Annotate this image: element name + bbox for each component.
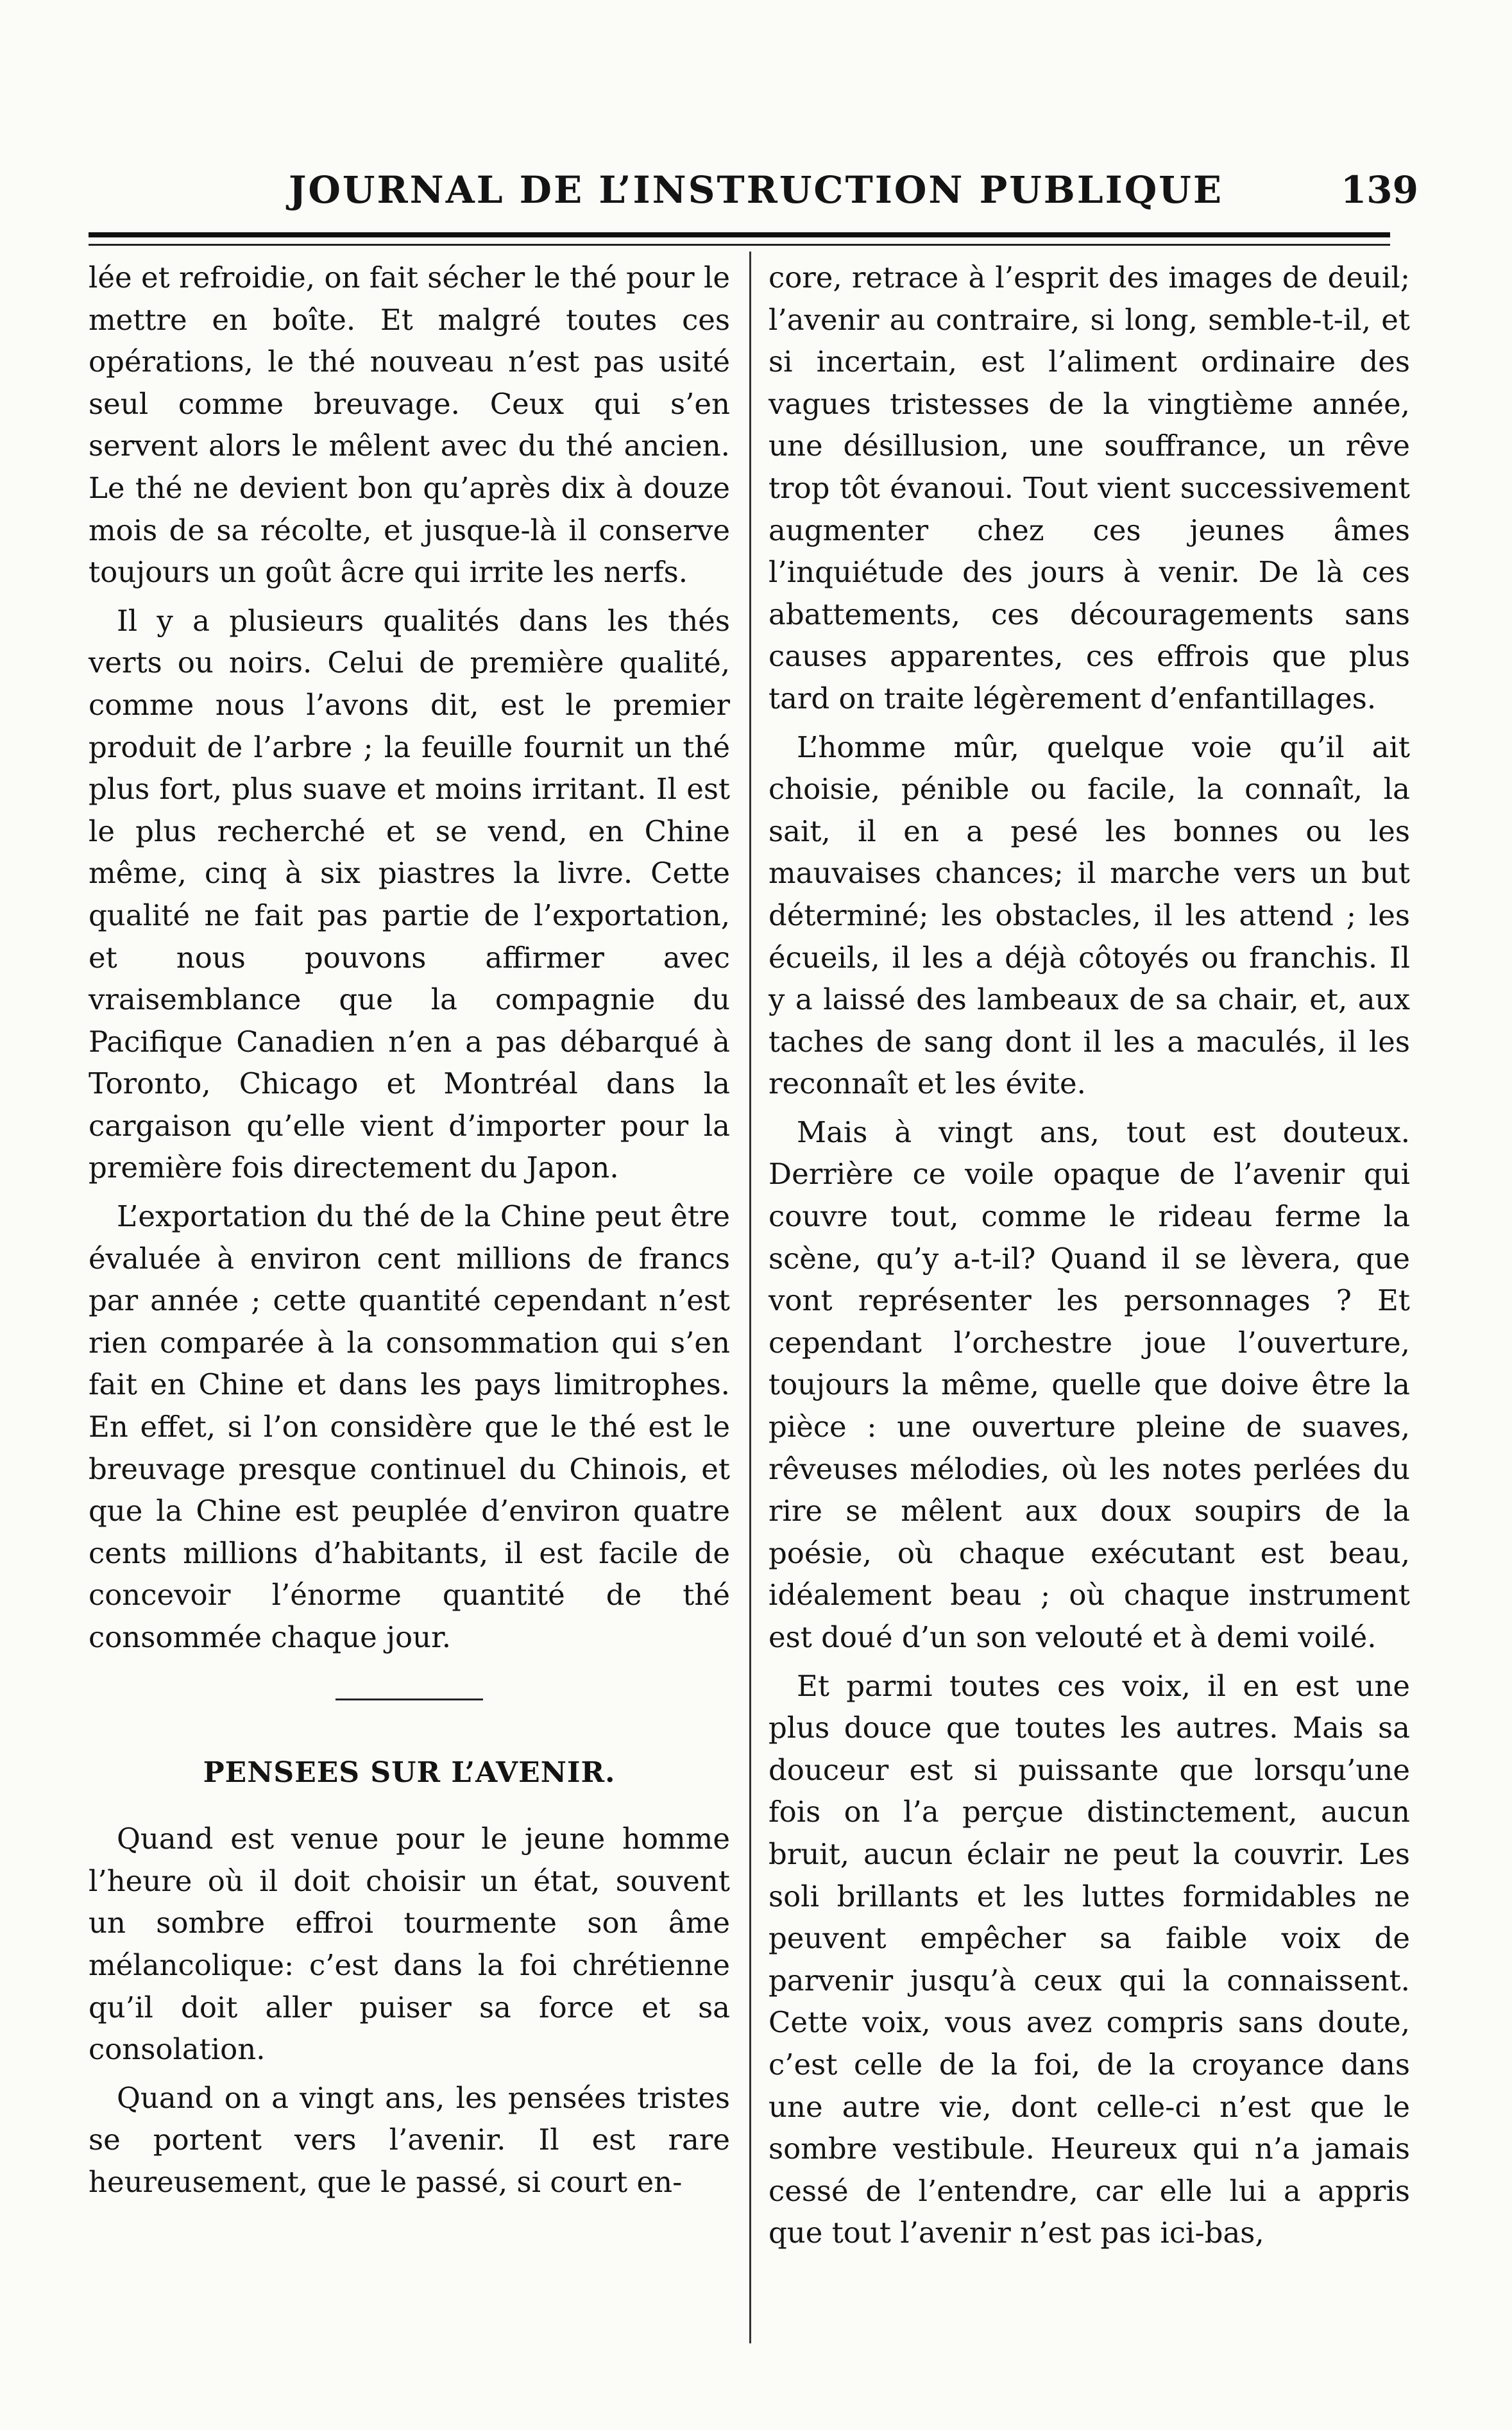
paragraph: Et parmi toutes ces voix, il en est une plus douce que toutes les autres. Mais sa douceur est si puissante que lorsqu’une fois on l’a perçue distinctement, aucun bruit, aucun éclair ne peut la couvrir. Les soli brillants et les luttes formidables ne peuvent empêcher sa faible voix de parvenir jusqu’à ceux qui la connaissent. Cette voix, vous avez compris sans doute, c’est celle de la foi, de la croyance dans une autre vie, dont celle-ci n’est que le sombre vestibule. Heureux qui n’a jamais cessé de l’entendre, car elle lui a appris que tout l’avenir n’est pas ici-bas, xyxy=(769,1668,1410,2250)
header-rule-thick xyxy=(89,232,1390,237)
paragraph: Il y a plusieurs qualités dans les thés verts ou noirs. Celui de première qualité, comme nous l’avons dit, est le premier produit de l’arbre ; la feuille fournit un thé plus fort, plus suave et moins irritant. Il est le plus recherché et se vend, en Chine même, cinq à six piastres la livre. Cette qualité ne fait pas partie de l’exportation, et nous pouvons affirmer avec vraisemblance que la compagnie du Pacifique Canadien n’en a pas débarqué à Toronto, Chicago et Montréal dans la cargaison qu’elle vient d’importer pour la première fois directement du Japon. xyxy=(89,603,730,1185)
paragraph: core, retrace à l’esprit des images de deuil; l’avenir au contraire, si long, semble-t-il, et si incertain, est l’aliment ordinaire des vagues tristesses de la vingtième année, une désillusion, une souffrance, un rêve trop tôt évanoui. Tout vient successivement augmenter chez ces jeunes âmes l’inquiétude des jours à venir. De là ces abattements, ces découragements sans causes apparentes, ces effrois que plus tard on traite légèrement d’enfantillages. xyxy=(769,261,1410,715)
running-title: JOURNAL DE L’INSTRUCTION PUBLIQUE xyxy=(288,168,1224,212)
paragraph: Mais à vingt ans, tout est douteux. Derrière ce voile opaque de l’avenir qui couvre tout, comme le rideau ferme la scène, qu’y a-t-il? Quand il se lèvera, que vont représenter les personnages ? Et cependant l’orchestre joue l’ouverture, toujours la même, quelle que doive être la pièce : une ouverture pleine de suaves, rêveuses mélodies, où les notes perlées du rire se mêlent aux doux soupirs de la poésie, où chaque exécutant est beau, idéalement beau ; où chaque instrument est doué d’un son velouté et à demi voilé. xyxy=(769,1115,1410,1654)
right-column xyxy=(769,257,1410,2254)
page-header xyxy=(77,168,1435,219)
page-number: 139 xyxy=(1340,168,1418,212)
paragraph: L’homme mûr, quelque voie qu’il ait choisie, pénible ou facile, la connaît, la sait, il en a pesé les bonnes ou les mauvaises chances; il marche vers un but déterminé; les obstacles, il les attend ; les écueils, il les a déjà côtoyés ou franchis. Il y a laissé des lambeaux de sa chair, et, aux taches de sang dont il les a maculés, il les reconnaît et les évite. xyxy=(769,730,1410,1101)
section-separator xyxy=(336,1698,483,1700)
column-divider xyxy=(749,252,751,2343)
header-rule-thin xyxy=(89,244,1390,246)
paragraph: Quand on a vingt ans, les pensées tristes se portent vers l’avenir. Il est rare heureusement, que le passé, si court en- xyxy=(89,2080,730,2199)
paragraph: lée et refroidie, on fait sécher le thé pour le mettre en boîte. Et malgré toutes ces opérations, le thé nouveau n’est pas usité seul comme breuvage. Ceux qui s’en servent alors le mêlent avec du thé ancien. Le thé ne devient bon qu’après dix à douze mois de sa récolte, et jusque-là il conserve toujours un goût âcre qui irrite les nerfs. xyxy=(89,261,730,590)
paragraph: Quand est venue pour le jeune homme l’heure où il doit choisir un état, souvent un sombre effroi tourmente son âme mélancolique: c’est dans la foi chrétienne qu’il doit aller puiser sa force et sa consolation. xyxy=(89,1822,730,2067)
section-title: PENSEES SUR L’AVENIR. xyxy=(203,1756,616,1789)
paragraph: L’exportation du thé de la Chine peut être évaluée à environ cent millions de francs par année ; cette quantité cependant n’est rien comparée à la consommation qui s’en fait en Chine et dans les pays limitrophes. En effet, si l’on considère que le thé est le breuvage presque continuel du Chinois, et que la Chine est peuplée d’environ quatre cents millions d’habitants, il est facile de concevoir l’énorme quantité de thé consommée chaque jour. xyxy=(89,1199,730,1654)
left-column xyxy=(89,257,730,2203)
